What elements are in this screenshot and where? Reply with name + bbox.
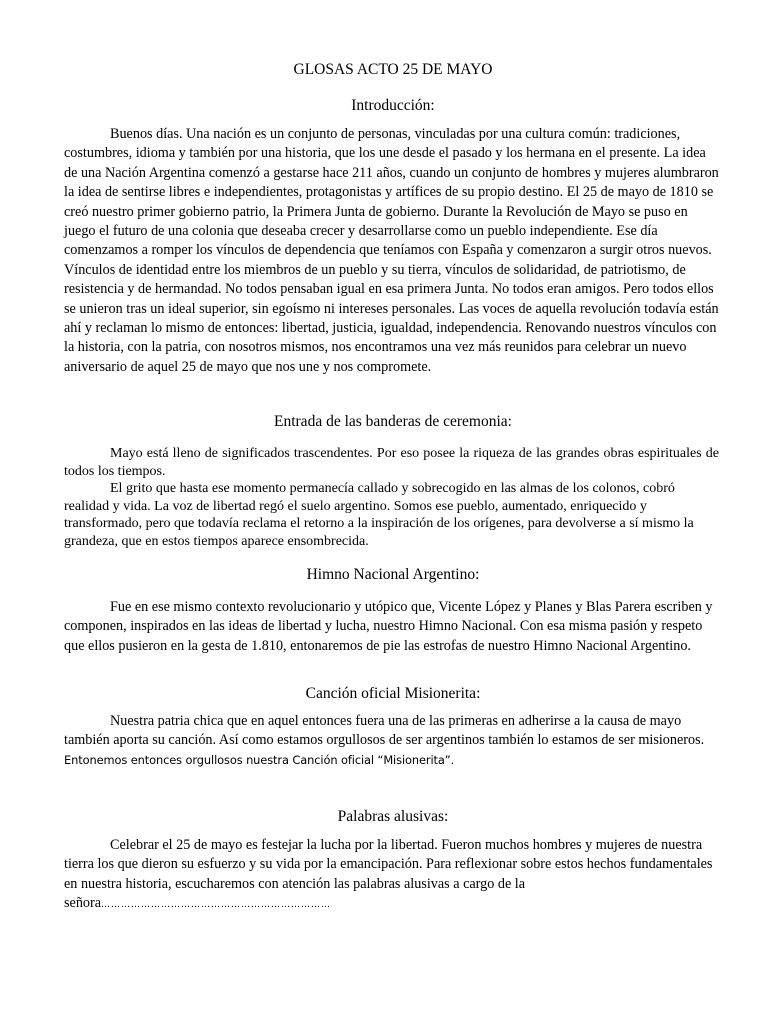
section-heading-himno: Himno Nacional Argentino: [306,566,480,583]
paragraph-cancion-tail: Entonemos entonces orgullosos nuestra Canción oficial “Misionerita”. [64,752,455,767]
paragraph-himno: Fue en ese mismo contexto revolucionario y utópico que, Vicente López y Planes y Blas Parera escriben y componen, inspirados en las ideas de libertad y lucha, nuestro Himno Nacional. Con esa misma pasión y respeto que ellos pusieron en la gesta de 1.810, entonaremos de pie las estrofas de nuestro Himno Nacional Argentino. [64,599,713,654]
section-heading-banderas: Entrada de las banderas de ceremonia: [274,413,512,430]
signature-line-dots: …………………………………………………………… [101,900,332,911]
section-heading-cancion: Canción oficial Misionerita: [305,685,481,702]
paragraph-introduccion: Buenos días. Una nación es un conjunto de personas, vinculadas por una cultura común: tradiciones, costumbres, idioma y también por una historia, que los une desde el pasado y los hermana en el presente. La idea de una Nación Argentina comenzó a gestarse hace 211 años, cuando un conjunto de hombres y mujeres alumbraron la idea de sentirse libres e independientes, protagonistas y artífices de su propio destino. El 25 de mayo de 1810 se creó nuestro primer gobierno patrio, la Primera Junta de gobierno. Durante la Revolución de Mayo se puso en juego el futuro de una colonia que deseaba crecer y desarrollarse como un pueblo independiente. Ese día comenzamos a romper los vínculos de dependencia que teníamos con España y comenzaron a surgir otros nuevos. Vínculos de identidad entre los miembros de un pueblo y su tierra, vínculos de solidaridad, de patriotismo, de resistencia y de hermandad. No todos pensaban igual en esa primera Junta. No todos eran amigos. Pero todos ellos se unieron tras un ideal superior, sin egoísmo ni intereses personales. Las voces de aquella revolución todavía están ahí y reclaman lo mismo de entonces: libertad, justicia, igualdad, independencia. Renovando nuestros vínculos con la historia, con la patria, con nosotros mismos, nos encontramos una vez más reunidos para celebrar un nuevo aniversario de aquel 25 de mayo que nos une y nos compromete. [64,126,719,375]
section-heading-palabras: Palabras alusivas: [337,808,449,825]
document-title: GLOSAS ACTO 25 DE MAYO [293,61,493,78]
paragraph-banderas-1: Mayo está lleno de significados trascendentes. Por eso posee la riqueza de las grandes obras espirituales de todos los tiempos. [64,446,719,479]
paragraph-cancion: Nuestra patria chica que en aquel entonces fuera una de las primeras en adherirse a la causa de mayo también aporta su canción. Así como estamos orgullosos de ser argentinos también lo estamos de ser misioneros. Entonemos entonces orgullosos nuestra Canción oficial “Misionerita”. [64,713,705,767]
paragraph-palabras: Celebrar el 25 de mayo es festejar la lucha por la libertad. Fueron muchos hombres y mujeres de nuestra tierra los que dieron su esfuerzo y su vida por la emancipación. Para reflexionar sobre estos hechos fundamentales en nuestra historia, escucharemos con atención las palabras alusivas a cargo de la señora…………………………………………………………… [64,837,713,912]
paragraph-banderas-2: El grito que hasta ese momento permanecía callado y sobrecogido en las almas de los colonos, cobró realidad y vida. La voz de libertad regó el suelo argentino. Somos ese pueblo, aumentado, enriquecido y transformado, pero que todavía reclama el retorno a la inspiración de los orígenes, para devolverse a sí mismo la grandeza, que en estos tiempos aparece ensombrecida. [64,481,694,549]
section-heading-introduccion: Introducción: [351,97,435,114]
